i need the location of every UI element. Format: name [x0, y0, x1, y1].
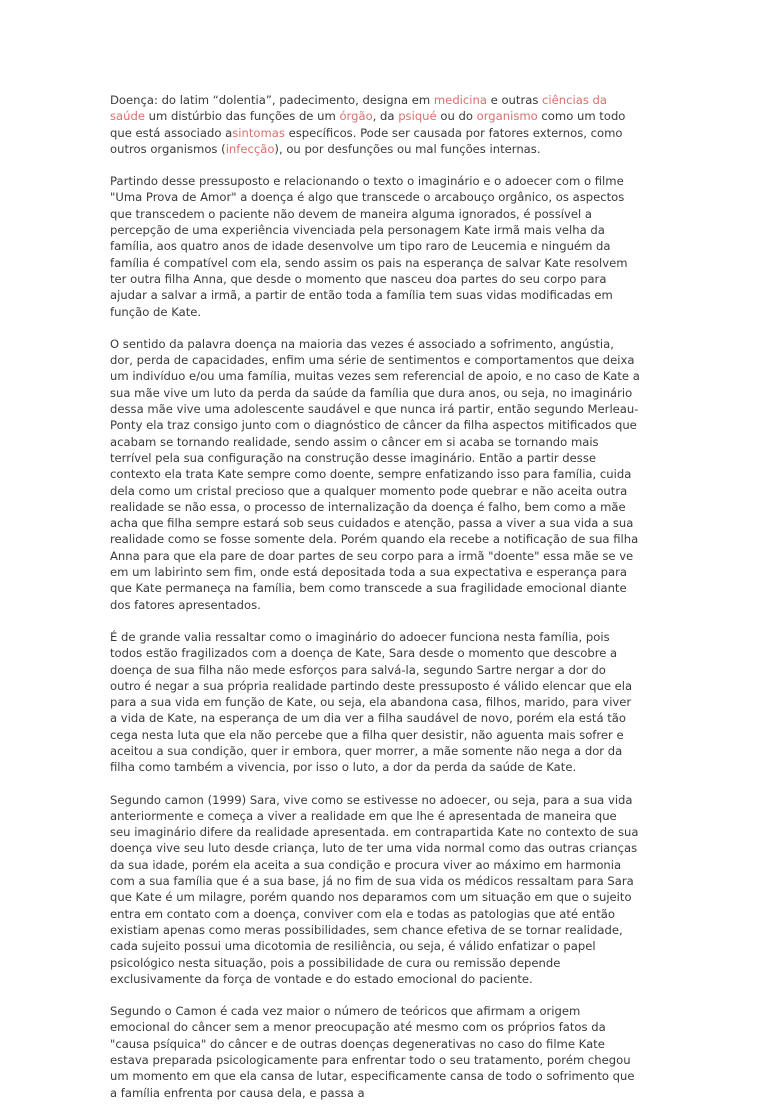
paragraph-camon-analysis: Segundo camon (1999) Sara, vive como se estivesse no adoecer, ou seja, para a sua vida anteriormente e começa a viver a realidade em que lhe é apresentada de maneira que seu imaginário difere da realidade apresentada. em contrapartida Kate no contexto de sua doença vive seu luto desde criança, luto de ter uma vida normal como das outras crianças da sua idade, porém ela aceita a sua condição e procura viver ao máximo em harmonia com a sua família que é a sua base, já no fim de sua vida os médicos ressaltam para Sara que Kate é um milagre, porém quando nos deparamos com um situação em que o sujeito entra em contato com a doença, conviver com ela e todas as patologias que até então existiam apenas como meras possibilidades, sem chance efetiva de se tornar realidade, cada sujeito possui uma dicotomia de resiliência, ou seja, é válido enfatizar o papel psicológico nesta situação, pois a possibilidade de cura ou remissão depende exclusivamente da força de vontade e do estado emocional do paciente. [110, 792, 639, 986]
text-fragment: ), ou por desfunções ou mal funções internas. [274, 141, 541, 156]
paragraph-film-context: Partindo desse pressuposto e relacionando o texto o imaginário e o adoecer com o filme "Uma Prova de Amor" a doença é algo que transcede o arcabouço orgânico, os aspectos que transcedem o paciente não devem de maneira alguma ignorados, é possível a percepção de uma experiência vivenciada pela personagem Kate irmã mais velha da família, aos quatro anos de idade desenvolve um tipo raro de Leucemia e ninguém da família é compatível com ela, sendo assim os pais na esperança de salvar Kate resolvem ter outra filha Anna, que desde o momento que nasceu doa partes do seu corpo para ajudar a salvar a irmã, a partir de então toda a família tem suas vidas modificadas em função de Kate. [110, 174, 628, 319]
paragraph-meaning-of-illness: O sentido da palavra doença na maioria das vezes é associado a sofrimento, angústia, dor, perda de capacidades, enfim uma série de sentimentos e comportamentos que deixa um indivíduo e/ou uma família, muitas vezes sem referencial de apoio, e no caso de Kate a sua mãe vive um luto da perda da saúde da família que dura anos, ou seja, no imaginário dessa mãe vive uma adolescente saudável e que nunca irá partir, então segundo Merleau-Ponty ela traz consigo junto com o diagnóstico de câncer da filha aspectos mitificados que acabam se tornando realidade, sendo assim o câncer em si acaba se tornando mais terrível pela sua configuração na construção desse imaginário. Então a partir desse contexto ela trata Kate sempre como doente, sempre enfatizando isso para família, cuida dela como um cristal precioso que a qualquer momento pode quebrar e não aceita outra realidade se não essa, o processo de internalização da doença é falho, bem como a mãe acha que filha sempre estará sob seus cuidados e atenção, passa a viver a sua vida a sua realidade como se fosse somente dela. Porém quando ela recebe a notificação de sua filha Anna para que ela pare de doar partes de seu corpo para a irmã "doente" essa mãe se ve em um labirinto sem fim, onde está depositada toda a sua expectativa e esperança para que Kate permaneça na família, bem como transcede a sua fragilidade emocional diante dos fatores apresentados. [110, 336, 640, 612]
text-fragment: e outras [486, 93, 543, 107]
link-orgao[interactable]: órgão [339, 109, 373, 124]
document-body [110, 92, 640, 1117]
link-organismo[interactable]: organismo [476, 109, 538, 124]
link-psique[interactable]: psiqué [398, 109, 437, 124]
paragraph-family-imaginary: É de grande valia ressaltar como o imaginário do adoecer funciona nesta família, pois todos estão fragilizados com a doença de Kate, Sara desde o momento que descobre a doença de sua filha não mede esforços para salvá-la, segundo Sartre nergar a dor do outro é negar a sua própria realidade partindo deste pressuposto é válido elencar que ela para a sua vida em função de Kate, ou seja, ela abandona casa, filhos, marido, para viver a vida de Kate, na esperança de um dia ver a filha saudável de novo, porém ela está tão cega nesta luta que ela não percebe que a filha quer desistir, não aguenta mais sofrer e aceitou a sua condição, quer ir embora, quer morrer, a mãe somente não nega a dor da filha como também a vivencia, por isso o luto, a dor da perda da saúde de Kate. [110, 629, 633, 775]
text-fragment: , da [372, 109, 399, 124]
link-sintomas[interactable]: sintomas [232, 125, 285, 140]
paragraph-emotional-origin: Segundo o Camon é cada vez maior o número de teóricos que afirmam a origem emocional do câncer sem a menor preocupação até mesmo com os próprios fatos da "causa psíquica" do câncer e de outras doenças degenerativas no caso do filme Kate estava preparada psicologicamente para enfrentar todo o seu tratamento, porém chegou um momento em que ela cansa de lutar, especificamente cansa de todo o sofrimento que a família enfrenta por causa dela, e passa a [110, 1004, 635, 1100]
text-fragment: como um todo que está associado a [110, 109, 626, 140]
paragraph-definition [110, 92, 640, 157]
link-medicina[interactable]: medicina [433, 93, 487, 107]
text-fragment: Doença: do latim “dolentia”, padecimento, designa em [110, 93, 434, 107]
text-fragment: um distúrbio das funções de um [145, 109, 340, 124]
link-infeccao[interactable]: infecção [225, 141, 275, 156]
text-fragment: ou do [436, 109, 477, 124]
link-ciencias-da-saude[interactable]: ciências da saúde [110, 93, 608, 124]
text-fragment: específicos. Pode ser causada por fatores externos, como outros organismos ( [110, 125, 623, 156]
